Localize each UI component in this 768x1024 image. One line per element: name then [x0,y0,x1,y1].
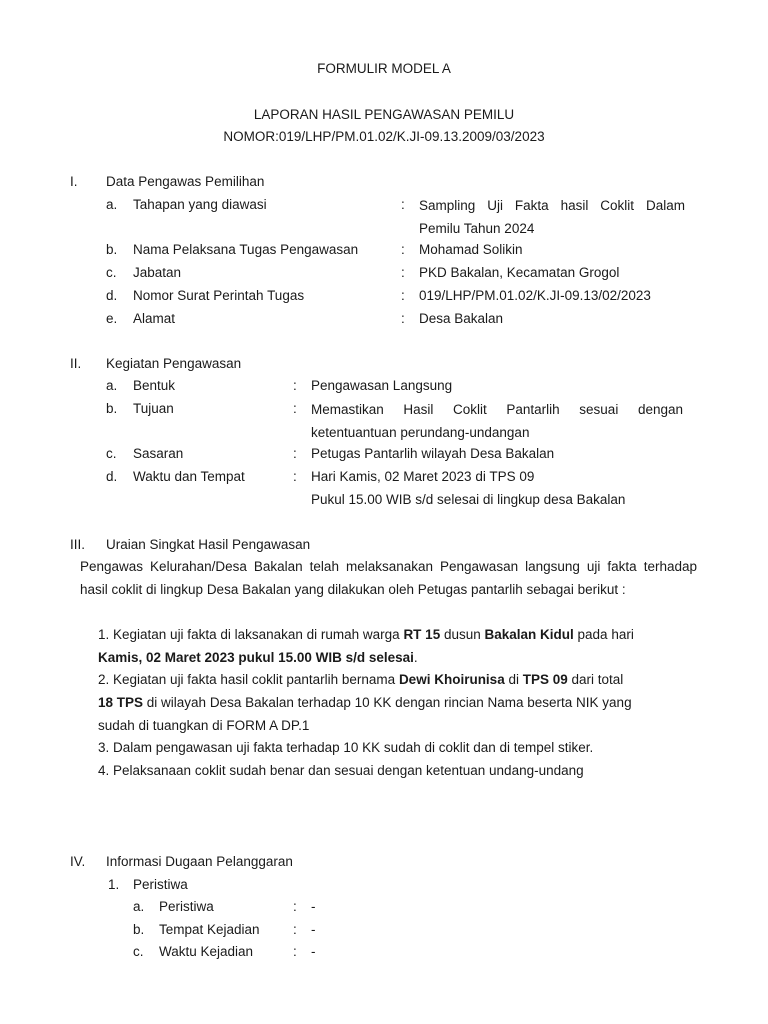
item-colon: : [293,899,297,914]
item-letter: c. [106,265,117,280]
item-value: Hari Kamis, 02 Maret 2023 di TPS 09 [311,469,535,484]
item-letter: b. [106,242,118,257]
item-value: Petugas Pantarlih wilayah Desa Bakalan [311,446,555,461]
item-colon: : [293,469,297,484]
finding-2-line-1: 2. Kegiatan uji fakta hasil coklit pantarlih bernama Dewi Khoirunisa di TPS 09 dari total [98,672,624,687]
item-colon: : [293,446,297,461]
report-number: NOMOR:019/LHP/PM.01.02/K.JI-09.13.2009/03/2023 [223,129,545,144]
item-colon: : [401,242,405,257]
item-label: Nomor Surat Perintah Tugas [133,288,305,303]
item-colon: : [293,944,297,959]
section-1-title: Data Pengawas Pemilihan [106,174,265,189]
item-value: Memastikan Hasil Coklit Pantarlih sesuai dengan ketentuantuan perundang-undangan [311,402,683,440]
finding-2-line-2: 18 TPS di wilayah Desa Bakalan terhadap 10 KK dengan rincian Nama beserta NIK yang [98,695,632,710]
item-value: - [311,899,316,914]
item-letter: e. [106,311,118,326]
item-letter: d. [106,469,118,484]
section-2-title: Kegiatan Pengawasan [106,356,242,371]
tps-total: 18 TPS [98,695,144,710]
form-title: FORMULIR MODEL A [317,61,451,76]
item-value: - [311,922,316,937]
item-value: Desa Bakalan [419,311,504,326]
item-letter: b. [106,401,118,416]
item-colon: : [401,288,405,303]
section-4-numeral: IV. [70,854,86,869]
section-1-numeral: I. [70,174,78,189]
finding-4: 4. Pelaksanaan coklit sudah benar dan sesuai dengan ketentuan undang-undang [98,763,584,778]
finding-3: 3. Dalam pengawasan uji fakta terhadap 10 KK sudah di coklit dan di tempel stiker. [98,740,594,755]
item-label: Tempat Kejadian [159,922,260,937]
item-value: PKD Bakalan, Kecamatan Grogol [419,265,620,280]
section-4-title: Informasi Dugaan Pelanggaran [106,854,293,869]
item-value-line-2: Pukul 15.00 WIB s/d selesai di lingkup desa Bakalan [311,492,626,507]
tps-number: TPS 09 [522,672,568,687]
item-letter: a. [106,197,118,212]
item-letter: a. [106,378,118,393]
item-label: Nama Pelaksana Tugas Pengawasan [133,242,359,257]
item-label: Waktu Kejadian [159,944,254,959]
section-3-intro: Pengawas Kelurahan/Desa Bakalan telah melaksanakan Pengawasan langsung uji fakta terhadap hasil coklit di lingkup Desa Bakalan yang dilakukan oleh Petugas pantarlih sebagai berikut : [80,559,697,597]
item-label: Alamat [133,311,176,326]
item-value: Mohamad Solikin [419,242,523,257]
finding-date-time: Kamis, 02 Maret 2023 pukul 15.00 WIB s/d selesai [98,650,414,665]
item-label: Sasaran [133,446,184,461]
item-value: - [311,944,316,959]
dusun-name: Bakalan Kidul [484,627,574,642]
item-label: Waktu dan Tempat [133,469,245,484]
item-label: Tujuan [133,401,174,416]
pantarlih-name: Dewi Khoirunisa [398,672,505,687]
report-title: LAPORAN HASIL PENGAWASAN PEMILU [253,107,515,122]
subsection-number: 1. [108,877,120,892]
item-value: Sampling Uji Fakta hasil Coklit Dalam Pemilu Tahun 2024 [419,198,685,236]
item-letter: a. [133,899,145,914]
section-3-title: Uraian Singkat Hasil Pengawasan [106,537,311,552]
item-label: Tahapan yang diawasi [133,197,267,212]
rt-number: RT 15 [403,627,441,642]
item-value: Pengawasan Langsung [311,378,453,393]
item-colon: : [401,265,405,280]
item-colon: : [401,197,405,212]
finding-1-line-1: 1. Kegiatan uji fakta di laksanakan di rumah warga RT 15 dusun Bakalan Kidul pada hari [98,627,634,642]
section-2-numeral: II. [70,356,82,371]
item-letter: d. [106,288,118,303]
subsection-title: Peristiwa [133,877,188,892]
item-colon: : [293,922,297,937]
item-colon: : [401,311,405,326]
item-colon: : [293,378,297,393]
item-colon: : [293,401,297,416]
item-label: Jabatan [133,265,182,280]
item-value: 019/LHP/PM.01.02/K.JI-09.13/02/2023 [419,288,651,303]
finding-2-line-3: sudah di tuangkan di FORM A DP.1 [98,718,310,733]
finding-1-line-2: Kamis, 02 Maret 2023 pukul 15.00 WIB s/d selesai. [98,650,418,665]
item-label: Bentuk [133,378,176,393]
section-3-numeral: III. [70,537,86,552]
item-letter: c. [133,944,144,959]
item-letter: b. [133,922,145,937]
item-label: Peristiwa [159,899,214,914]
item-letter: c. [106,446,117,461]
